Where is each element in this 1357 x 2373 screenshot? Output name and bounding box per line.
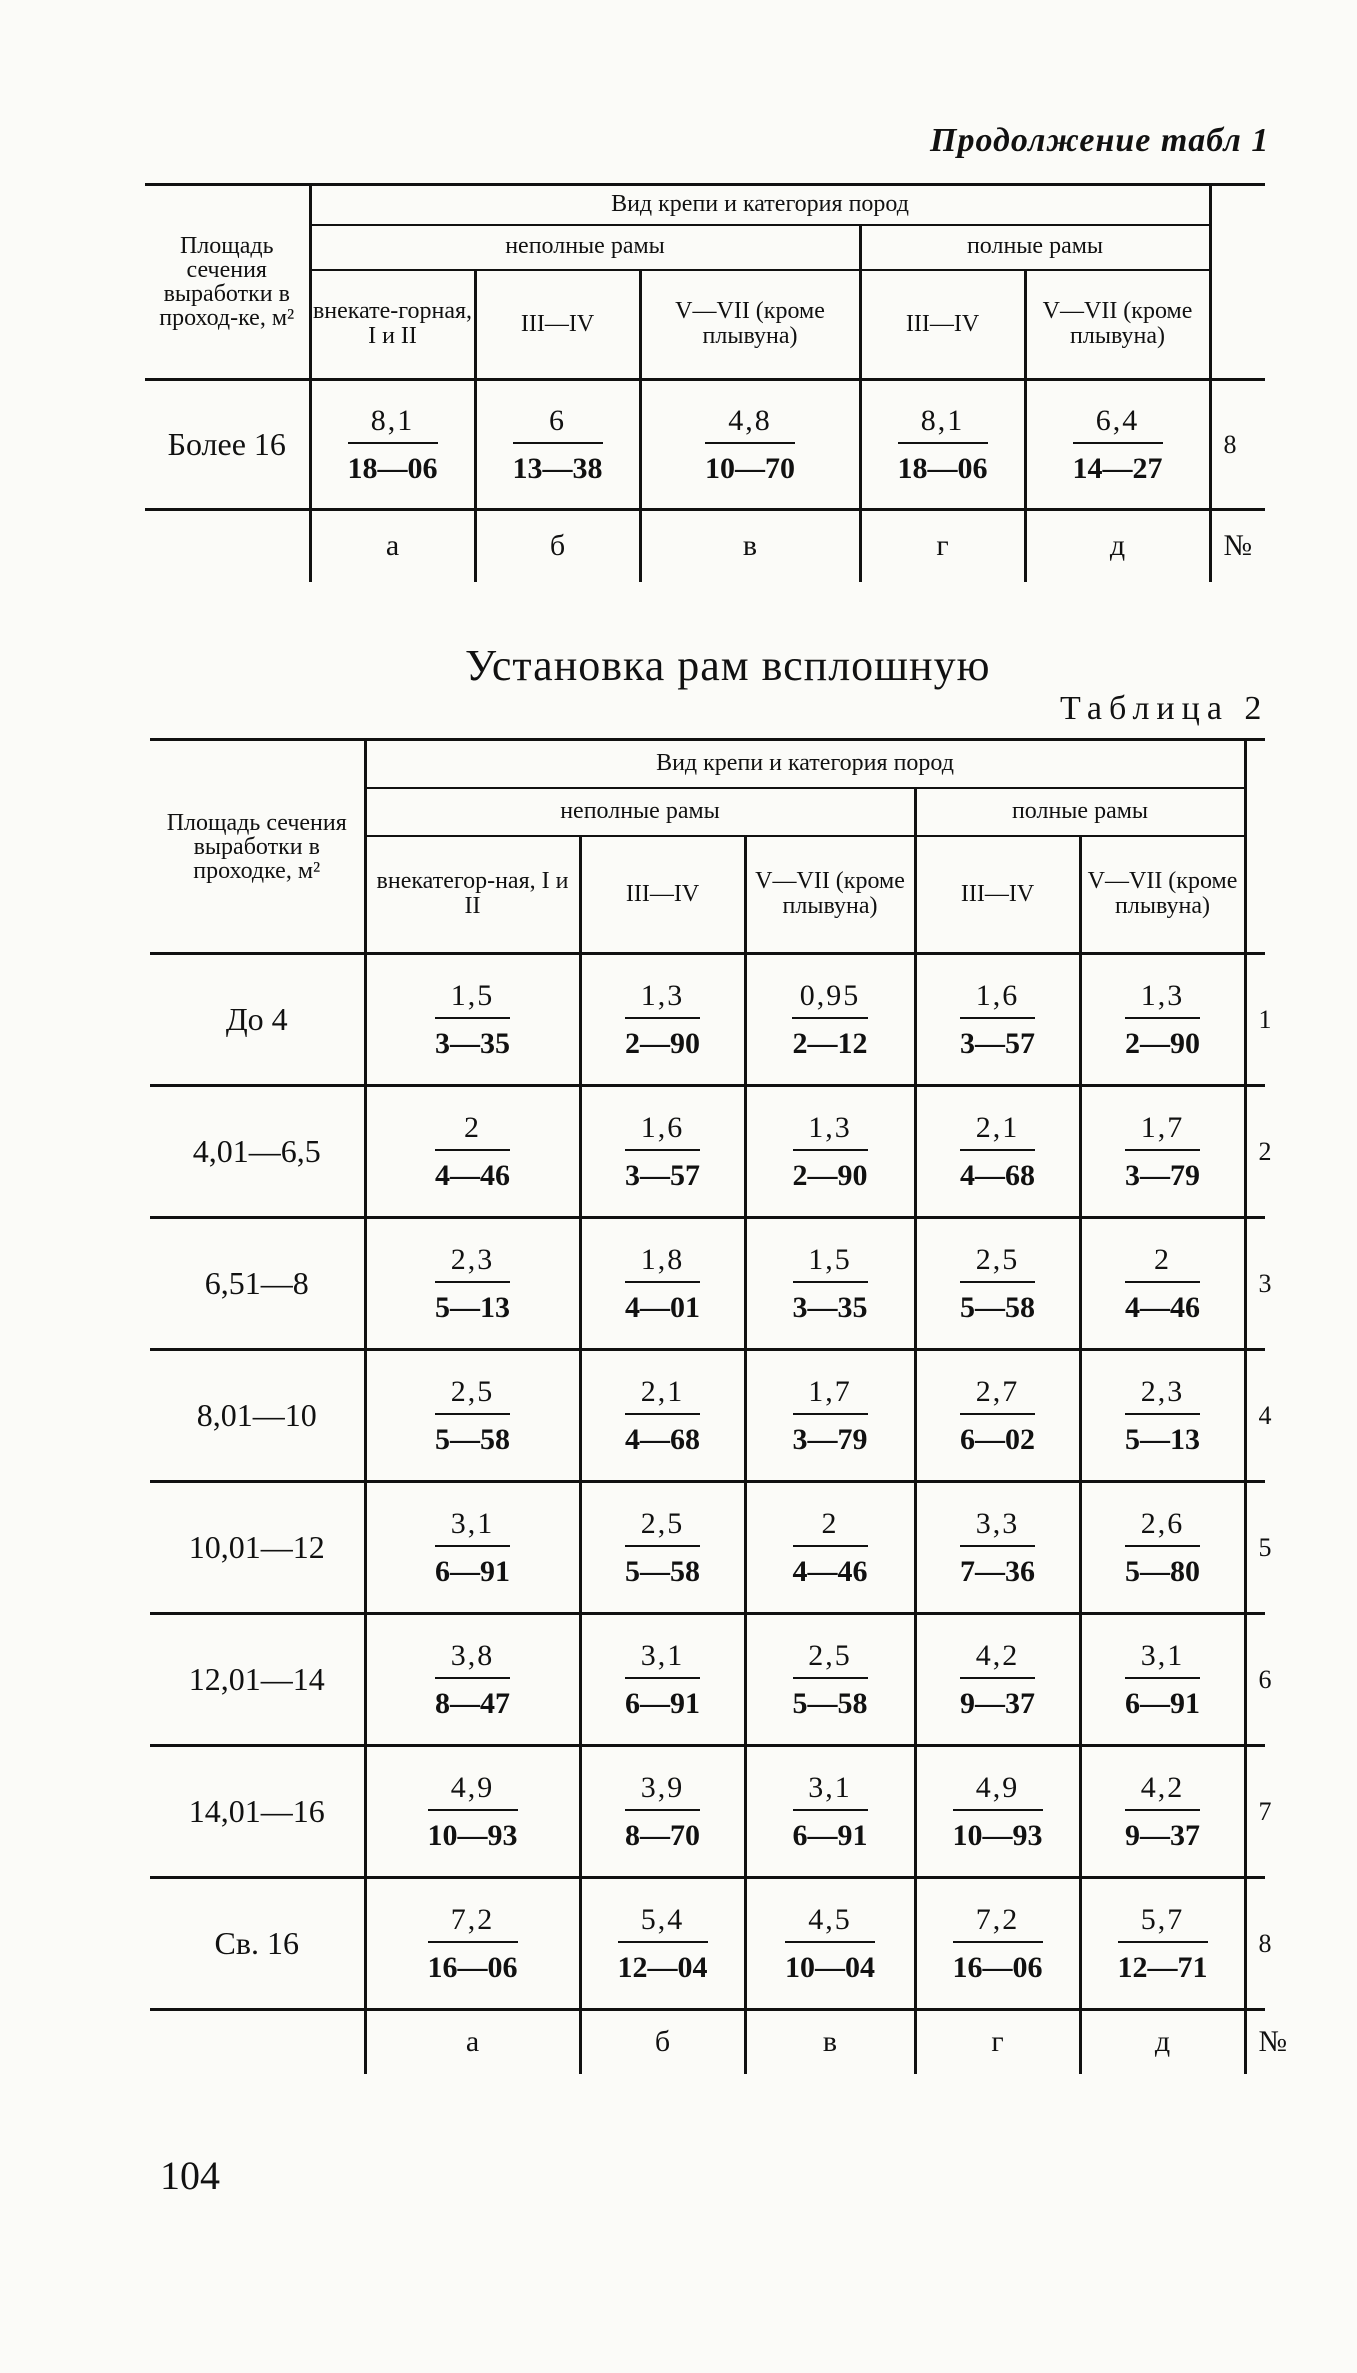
value-cell: $\frac{3,1}{6—91}$ (745, 1746, 915, 1878)
row-number: 8 (1245, 1878, 1265, 2010)
value-cell: $\frac{2,5}{5—58}$ (365, 1350, 580, 1482)
row-number: 3 (1245, 1218, 1265, 1350)
area-cell: 14,01—16 (150, 1746, 365, 1878)
column-letter: а (310, 510, 475, 582)
area-cell: 12,01—14 (150, 1614, 365, 1746)
page-number: 104 (160, 2153, 220, 2198)
column-letter: в (745, 2010, 915, 2074)
value-cell: $\frac{7,2}{16—06}$ (915, 1878, 1080, 2010)
table-row (150, 1086, 1265, 1218)
number-label: № (1210, 510, 1265, 582)
column-letter: б (475, 510, 640, 582)
table-label: Таблица 2 (1060, 690, 1269, 727)
col-header-g: III—IV (860, 270, 1025, 380)
frames-table (150, 738, 1288, 2074)
value-cell: $\frac{3,9}{8—70}$ (580, 1746, 745, 1878)
value-cell: $\frac{1,3}{2—90}$ (1080, 954, 1245, 1086)
value-cell: $\frac{8,1}{18—06}$ (860, 380, 1025, 510)
row-number: 2 (1245, 1086, 1265, 1218)
row-number: 8 (1210, 380, 1265, 510)
number-column-header (1210, 185, 1265, 225)
area-column-header: Площадь сечения выработки в проходке, м² (150, 740, 365, 954)
row-number: 5 (1245, 1482, 1265, 1614)
row-number: 6 (1245, 1614, 1265, 1746)
value-cell: $\frac{2,3}{5—13}$ (1080, 1350, 1245, 1482)
value-cell: $\frac{1,3}{2—90}$ (745, 1086, 915, 1218)
area-cell: 8,01—10 (150, 1350, 365, 1482)
value-cell: $\frac{8,1}{18—06}$ (310, 380, 475, 510)
value-cell: $\frac{2}{4—46}$ (745, 1482, 915, 1614)
value-cell: $\frac{2,1}{4—68}$ (915, 1086, 1080, 1218)
value-cell: $\frac{1,5}{3—35}$ (745, 1218, 915, 1350)
col-header-d: V—VII (кроме плывуна) (1025, 270, 1210, 380)
incomplete-frames-header: неполные рамы (365, 788, 915, 836)
row-number: 4 (1245, 1350, 1265, 1482)
value-cell: $\frac{1,7}{3—79}$ (745, 1350, 915, 1482)
area-cell: Более 16 (145, 380, 310, 510)
value-cell: $\frac{4,5}{10—04}$ (745, 1878, 915, 2010)
continuation-table (145, 183, 1265, 582)
value-cell: $\frac{1,6}{3—57}$ (580, 1086, 745, 1218)
value-cell: $\frac{4,2}{9—37}$ (915, 1614, 1080, 1746)
col-header-b: III—IV (580, 836, 745, 954)
value-cell: $\frac{7,2}{16—06}$ (365, 1878, 580, 2010)
section-title: Установка рам всплошную (465, 641, 991, 690)
area-cell: 4,01—6,5 (150, 1086, 365, 1218)
column-letter: в (640, 510, 860, 582)
area-cell: 6,51—8 (150, 1218, 365, 1350)
area-cell: До 4 (150, 954, 365, 1086)
col-header-v: V—VII (кроме плывуна) (640, 270, 860, 380)
incomplete-frames-header: неполные рамы (310, 225, 860, 270)
col-header-v: V—VII (кроме плывуна) (745, 836, 915, 954)
value-cell: $\frac{4,2}{9—37}$ (1080, 1746, 1245, 1878)
continuation-title: Продолжение табл 1 (930, 122, 1270, 159)
value-cell: $\frac{1,8}{4—01}$ (580, 1218, 745, 1350)
complete-frames-header: полные рамы (860, 225, 1210, 270)
table-row (150, 1218, 1265, 1350)
col-header-b: III—IV (475, 270, 640, 380)
support-type-header: Вид крепи и категория пород (310, 185, 1210, 225)
value-cell: $\frac{2,5}{5—58}$ (915, 1218, 1080, 1350)
value-cell: $\frac{3,1}{6—91}$ (580, 1614, 745, 1746)
table-row (150, 954, 1265, 1086)
area-cell: Св. 16 (150, 1878, 365, 2010)
value-cell: $\frac{2,6}{5—80}$ (1080, 1482, 1245, 1614)
column-letter: д (1080, 2010, 1245, 2074)
value-cell: $\frac{1,7}{3—79}$ (1080, 1086, 1245, 1218)
col-header-d: V—VII (кроме плывуна) (1080, 836, 1245, 954)
column-letter: б (580, 2010, 745, 2074)
complete-frames-header: полные рамы (915, 788, 1245, 836)
value-cell: $\frac{4,9}{10—93}$ (365, 1746, 580, 1878)
support-type-header: Вид крепи и категория пород (365, 740, 1245, 788)
value-cell: $\frac{5,4}{12—04}$ (580, 1878, 745, 2010)
col-header-g: III—IV (915, 836, 1080, 954)
value-cell: $\frac{6}{13—38}$ (475, 380, 640, 510)
table-row (150, 1878, 1265, 2010)
value-cell: $\frac{1,6}{3—57}$ (915, 954, 1080, 1086)
col-header-a: внекате-горная, I и II (310, 270, 475, 380)
area-cell: 10,01—12 (150, 1482, 365, 1614)
number-column-header (1245, 740, 1265, 788)
table-row (150, 1350, 1265, 1482)
value-cell: $\frac{6,4}{14—27}$ (1025, 380, 1210, 510)
column-letter: г (915, 2010, 1080, 2074)
value-cell: $\frac{3,1}{6—91}$ (365, 1482, 580, 1614)
value-cell: $\frac{3,8}{8—47}$ (365, 1614, 580, 1746)
value-cell: $\frac{1,5}{3—35}$ (365, 954, 580, 1086)
area-column-header: Площадь сечения выработки в проход-ке, м² (145, 185, 310, 380)
value-cell: $\frac{1,3}{2—90}$ (580, 954, 745, 1086)
column-letter: г (860, 510, 1025, 582)
table-row (150, 1482, 1265, 1614)
column-letter: д (1025, 510, 1210, 582)
value-cell: $\frac{2}{4—46}$ (1080, 1218, 1245, 1350)
row-number: 1 (1245, 954, 1265, 1086)
value-cell: $\frac{2,5}{5—58}$ (580, 1482, 745, 1614)
value-cell: $\frac{2,3}{5—13}$ (365, 1218, 580, 1350)
value-cell: $\frac{4,8}{10—70}$ (640, 380, 860, 510)
value-cell: $\frac{2,5}{5—58}$ (745, 1614, 915, 1746)
value-cell: $\frac{2}{4—46}$ (365, 1086, 580, 1218)
value-cell: $\frac{2,1}{4—68}$ (580, 1350, 745, 1482)
table-row (150, 1614, 1265, 1746)
value-cell: $\frac{0,95}{2—12}$ (745, 954, 915, 1086)
col-header-a: внекатегор-ная, I и II (365, 836, 580, 954)
value-cell: $\frac{5,7}{12—71}$ (1080, 1878, 1245, 2010)
value-cell: $\frac{4,9}{10—93}$ (915, 1746, 1080, 1878)
column-letter: а (365, 2010, 580, 2074)
table-row (150, 1746, 1265, 1878)
number-label: № (1245, 2010, 1265, 2074)
value-cell: $\frac{3,1}{6—91}$ (1080, 1614, 1245, 1746)
row-number: 7 (1245, 1746, 1265, 1878)
value-cell: $\frac{2,7}{6—02}$ (915, 1350, 1080, 1482)
value-cell: $\frac{3,3}{7—36}$ (915, 1482, 1080, 1614)
